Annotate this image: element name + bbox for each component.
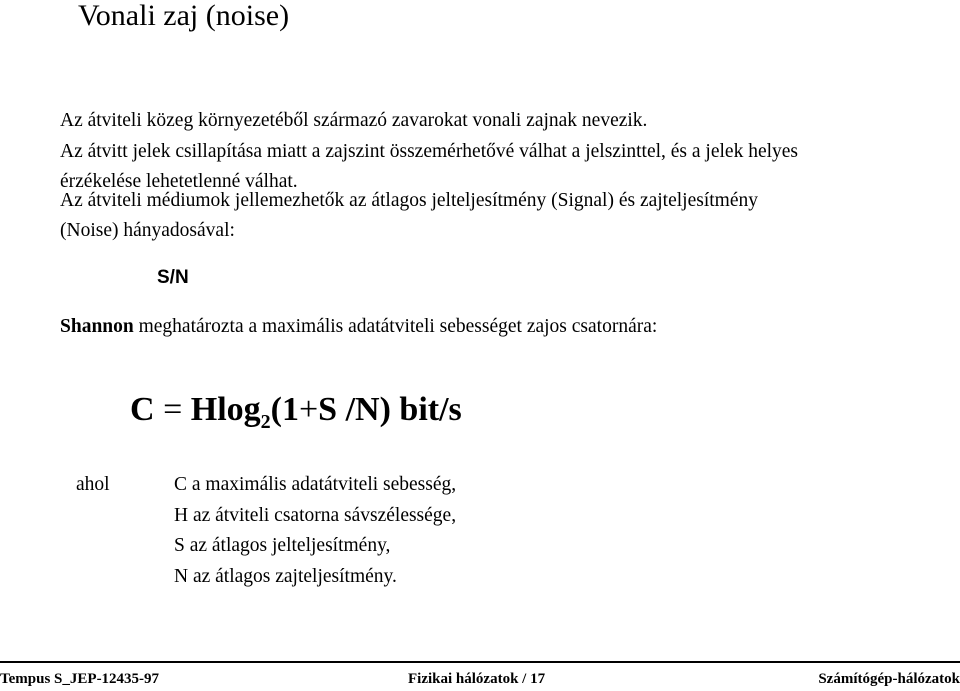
formula-log-base: 2 <box>260 411 271 433</box>
intro-line: Az átviteli közeg környezetéből származó zavarokat vonali zajnak nevezik. <box>60 110 648 131</box>
formula-lhs: C <box>130 391 155 428</box>
snr-line-1: Az átviteli médiumok jellemezhetők az átlagos jelteljesítmény (Signal) és zajteljesítmény <box>60 190 758 211</box>
snr-paragraph <box>60 186 940 246</box>
formula-equals: = <box>163 391 183 428</box>
formula-arg-rest: S /N) <box>318 391 391 428</box>
footer-divider <box>0 661 960 663</box>
formula-plus: + <box>298 391 319 428</box>
shannon-formula <box>130 388 462 444</box>
snr-line-2: (Noise) hányadosával: <box>60 220 235 241</box>
signal-noise-ratio: S/N <box>157 267 189 288</box>
formula-unit: bit/s <box>399 391 462 428</box>
shannon-name: Shannon <box>60 316 134 337</box>
footer-right: Számítógép-hálózatok <box>818 671 960 687</box>
footer-center: Fizikai hálózatok / 17 <box>408 671 546 687</box>
definitions-label: ahol <box>76 474 110 495</box>
shannon-paragraph <box>60 312 940 342</box>
attenuation-line-1: Az átvitt jelek csillapítása miatt a zajszint összemérhetővé válhat a jelszinttel, és a jelek helyes <box>60 141 799 162</box>
footer-left: Tempus S_JEP-12435-97 <box>0 671 160 687</box>
definitions-list <box>174 470 456 593</box>
definition-item: N az átlagos zajteljesítmény. <box>174 566 397 588</box>
definition-item: S az átlagos jelteljesítmény, <box>174 535 391 557</box>
attenuation-line-2: érzékelése lehetetlenné válhat. <box>60 171 298 192</box>
definition-item: H az átviteli csatorna sávszélessége, <box>174 504 457 526</box>
definition-item: C a maximális adatátviteli sebesség, <box>174 474 457 495</box>
formula-log: Hlog <box>190 391 261 428</box>
intro-paragraph <box>60 106 940 136</box>
slide-title: Vonali zaj (noise) <box>78 0 290 32</box>
formula-arg-open: (1 <box>270 391 299 428</box>
shannon-text: meghatározta a maximális adatátviteli sebességet zajos csatornára: <box>133 316 658 337</box>
